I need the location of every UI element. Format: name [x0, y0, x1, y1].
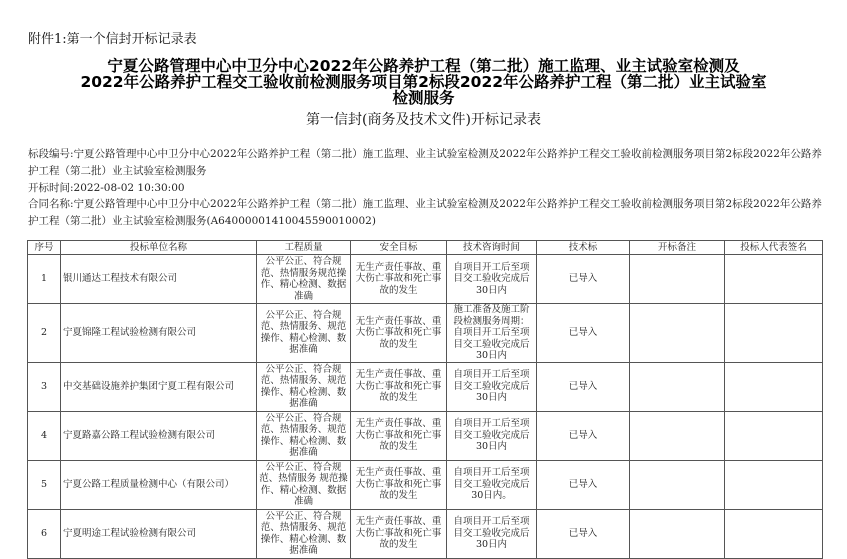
table-row — [28, 304, 823, 363]
cell-remark — [630, 304, 725, 363]
document-title — [20, 58, 827, 106]
contract-name-info: 合同名称:宁夏公路管理中心中卫分中心2022年公路养护工程（第二批）施工监理、业主试验室检测及2022年公路养护工程交工验收前检测服务项目第2标段2022年公路养护工程（第二批）业主试验室检测服务(A64000001410045590010002) — [28, 198, 822, 227]
cell-quality: 公平公正、符合规范、热情服务、规范操作、精心检测、数据准确 — [257, 304, 351, 363]
cell-technical-bid: 已导入 — [537, 509, 630, 558]
table-row — [28, 411, 823, 460]
cell-technical-bid: 已导入 — [537, 362, 630, 411]
cell-safety: 无生产责任事故、重大伤亡事故和死亡事故的发生 — [351, 255, 447, 304]
cell-quality: 公平公正、符合规范、热情服务 规范操作、精心检测、数据准确 — [257, 460, 351, 509]
cell-technical-bid: 已导入 — [537, 304, 630, 363]
cell-bidder-name: 中交基础设施养护集团宁夏工程有限公司 — [61, 362, 257, 411]
cell-bidder-name: 宁夏路嘉公路工程试验检测有限公司 — [61, 411, 257, 460]
cell-no: 2 — [28, 304, 61, 363]
cell-remark — [630, 362, 725, 411]
cell-no: 1 — [28, 255, 61, 304]
cell-bidder-name: 宁夏锦隆工程试验检测有限公司 — [61, 304, 257, 363]
cell-technical-bid: 已导入 — [537, 255, 630, 304]
cell-remark — [630, 255, 725, 304]
header-consult-time: 技术咨询时间 — [447, 241, 537, 255]
cell-signature — [725, 255, 823, 304]
header-signature: 投标人代表签名 — [725, 241, 823, 255]
cell-quality: 公平公正、符合规范、热情服务、规范操作、精心检测、数据准确 — [257, 509, 351, 558]
header-no: 序号 — [28, 241, 61, 255]
cell-safety: 无生产责任事故、重大伤亡事故和死亡事故的发生 — [351, 460, 447, 509]
open-time-info: 开标时间:2022-08-02 10:30:00 — [28, 182, 185, 194]
cell-remark — [630, 460, 725, 509]
header-safety: 安全目标 — [351, 241, 447, 255]
title-line-2: 2022年公路养护工程交工验收前检测服务项目第2标段2022年公路养护工程（第二批）业主试验室 — [80, 73, 767, 91]
cell-consult-time: 自项目开工后至项目交工验收完成后30日内 — [447, 362, 537, 411]
annex-label: 附件1:第一个信封开标记录表 — [28, 32, 197, 47]
cell-consult-time: 自项目开工后至项目交工验收完成后30日内 — [447, 509, 537, 558]
cell-quality: 公平公正、符合规范、热情服务、规范操作、精心检测、数据准确 — [257, 362, 351, 411]
cell-no: 4 — [28, 411, 61, 460]
cell-signature — [725, 362, 823, 411]
table-row — [28, 255, 823, 304]
table-row — [28, 509, 823, 558]
header-quality: 工程质量 — [257, 241, 351, 255]
bid-opening-records-table — [27, 240, 823, 559]
cell-consult-time: 施工准备及施工阶段检测服务周期：自项目开工后至项目交工验收完成后30日内 — [447, 304, 537, 363]
cell-quality: 公平公正、符合规范、热情服务规范操作、精心检测、数据准确 — [257, 255, 351, 304]
document-subtitle: 第一信封(商务及技术文件)开标记录表 — [306, 112, 541, 128]
cell-remark — [630, 411, 725, 460]
title-line-1: 宁夏公路管理中心中卫分中心2022年公路养护工程（第二批）施工监理、业主试验室检测及 — [107, 57, 740, 75]
section-number-info: 标段编号:宁夏公路管理中心中卫分中心2022年公路养护工程（第二批）施工监理、业主试验室检测及2022年公路养护工程交工验收前检测服务项目第2标段2022年公路养护工程（第二批）业主试验室检测服务 — [28, 148, 822, 177]
table-header-row — [28, 241, 823, 255]
header-bidder-name: 投标单位名称 — [61, 241, 257, 255]
cell-consult-time: 自项目开工后至项目交工验收完成后30日内 — [447, 411, 537, 460]
cell-no: 3 — [28, 362, 61, 411]
header-technical-bid: 技术标 — [537, 241, 630, 255]
cell-remark — [630, 509, 725, 558]
table-row — [28, 460, 823, 509]
cell-safety: 无生产责任事故、重大伤亡事故和死亡事故的发生 — [351, 362, 447, 411]
cell-signature — [725, 304, 823, 363]
title-line-3: 检测服务 — [392, 89, 455, 107]
cell-consult-time: 自项目开工后至项目交工验收完成后30日内。 — [447, 460, 537, 509]
cell-bidder-name: 银川通达工程技术有限公司 — [61, 255, 257, 304]
cell-consult-time: 自项目开工后至项目交工验收完成后30日内 — [447, 255, 537, 304]
cell-signature — [725, 411, 823, 460]
cell-safety: 无生产责任事故、重大伤亡事故和死亡事故的发生 — [351, 304, 447, 363]
cell-signature — [725, 509, 823, 558]
cell-safety: 无生产责任事故、重大伤亡事故和死亡事故的发生 — [351, 411, 447, 460]
cell-quality: 公平公正、符合规范、热情服务、规范操作、精心检测、数据准确 — [257, 411, 351, 460]
cell-bidder-name: 宁夏公路工程质量检测中心（有限公司） — [61, 460, 257, 509]
cell-bidder-name: 宁夏明途工程试验检测有限公司 — [61, 509, 257, 558]
header-remark: 开标备注 — [630, 241, 725, 255]
cell-technical-bid: 已导入 — [537, 460, 630, 509]
cell-technical-bid: 已导入 — [537, 411, 630, 460]
cell-no: 5 — [28, 460, 61, 509]
cell-safety: 无生产责任事故、重大伤亡事故和死亡事故的发生 — [351, 509, 447, 558]
cell-signature — [725, 460, 823, 509]
table-row — [28, 362, 823, 411]
cell-no: 6 — [28, 509, 61, 558]
